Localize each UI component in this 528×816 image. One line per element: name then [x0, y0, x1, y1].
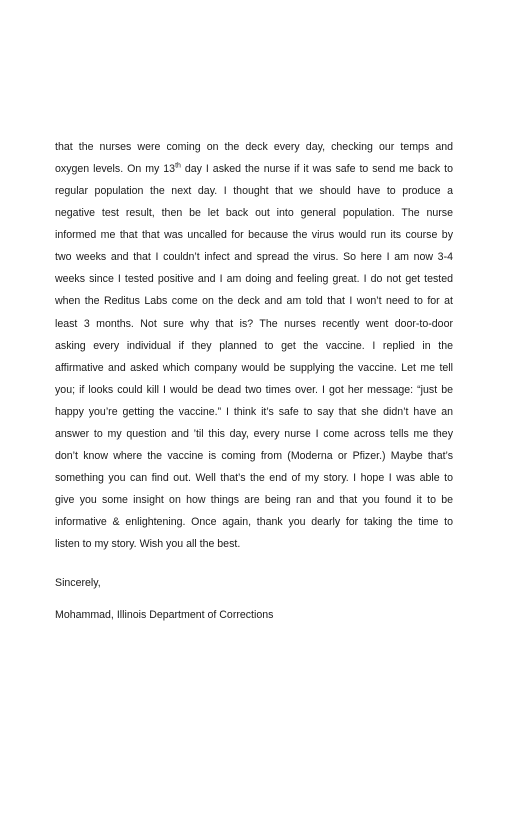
body-line-8: when the Reditus Labs come on the deck and am told that I won’t need to for at: [55, 295, 453, 308]
body-line-1: that the nurses were coming on the deck every day, checking our temps and: [55, 141, 453, 153]
body-line-16: something you can find out. Well that’s the end of my story. I hope I was able to: [55, 471, 453, 484]
body-line-12: you; if looks could kill I would be dead two times over. I got her message: “just be: [55, 383, 453, 396]
body-line-18: informative & enlightening. Once again, thank you dearly for taking the time to: [55, 516, 453, 529]
body-line-17: give you some insight on how things are being ran and that you found it to be: [55, 494, 453, 506]
body-line-14: answer to my question and ’til this day, every nurse I come across tells me they: [55, 427, 453, 440]
body-line-13: happy you’re getting the vaccine.” I think it’s safe to say that she didn’t have an: [55, 405, 453, 418]
signature-line: Mohammad, Illinois Department of Corrections: [55, 609, 274, 621]
body-line-4: negative test result, then be let back out into general population. The nurse: [55, 207, 453, 220]
body-line-5: informed me that that was uncalled for because the virus would run its course by: [55, 229, 453, 242]
body-line-9: least 3 months. Not sure why that is? The nurses recently went door-to-door: [55, 317, 453, 330]
ordinal-suffix: th: [175, 162, 181, 170]
body-line-19: listen to my story. Wish you all the best.: [55, 538, 241, 551]
body-line-2-end: day I asked the nurse if it was safe to send me back to: [180, 163, 454, 176]
body-line-7: weeks since I tested positive and I am doing and feeling great. I do not get tested: [55, 273, 453, 286]
body-line-15: don’t know where the vaccine is coming from (Moderna or Pfizer.) Maybe that’s: [55, 449, 453, 462]
body-line-2-start: oxygen levels. On my 13: [55, 163, 176, 176]
body-line-11: affirmative and asked which company would be supplying the vaccine. Let me tell: [55, 361, 453, 374]
body-line-10: asking every individual if they planned to get the vaccine. I replied in the: [55, 339, 453, 352]
body-line-3: regular population the next day. I thought that we should have to produce a: [55, 185, 453, 198]
closing-salutation: Sincerely,: [55, 577, 101, 589]
letter-body: [55, 136, 453, 555]
body-line-2: [55, 158, 453, 180]
body-line-6: two weeks and that I couldn’t infect and spread the virus. So here I am now 3-4: [55, 251, 453, 264]
